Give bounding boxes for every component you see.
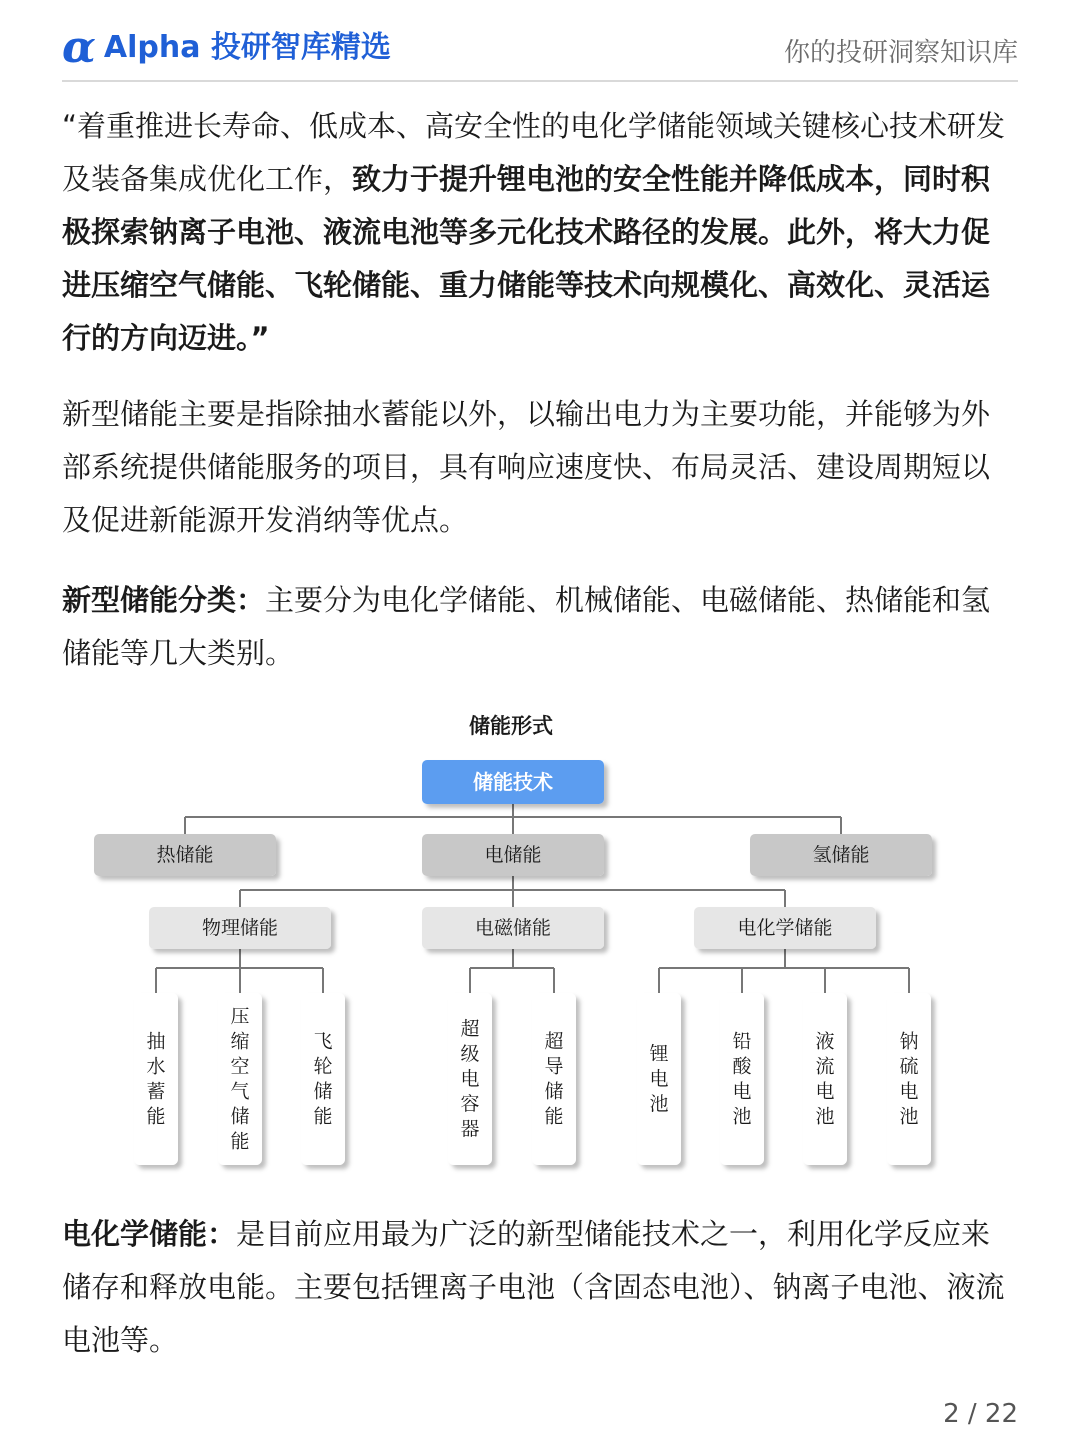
classification-text: 主要分为电化学储能、机械储能、电磁储能、热储能和氢储能等几大类别。 — [62, 583, 991, 670]
leaf-node — [134, 993, 178, 1165]
leaf-node — [720, 993, 764, 1165]
electrochemical-paragraph — [62, 1208, 1018, 1367]
storage-tree-diagram — [0, 700, 1080, 1180]
quote-bold-text: 致力于提升锂电池的安全性能并降低成本，同时积极探索钠离子电池、液流电池等多元化技术路径的发展。此外，将大力促进压缩空气储能、飞轮储能、重力储能等技术向规模化、高效化、灵活运行的方向迈进。” — [62, 162, 991, 355]
electrochemical-text: 是目前应用最为广泛的新型储能技术之一，利用化学反应来储存和释放电能。主要包括锂离子电池（含固态电池）、钠离子电池、液流电池等。 — [62, 1217, 1005, 1357]
leaf-node-label: 超导储能 — [544, 1030, 564, 1128]
level1-node-label: 氢储能 — [812, 844, 870, 866]
leaf-node-label: 超级电容器 — [460, 1018, 480, 1140]
level1-node-label: 热储能 — [156, 844, 214, 866]
diagram-title: 储能形式 — [469, 714, 553, 738]
quote-normal-text: “着重推进长寿命、低成本、高安全性的电化学储能领域关键核心技术研发及装备集成优化工作， — [62, 109, 1006, 196]
leaf-node-label: 压缩空气储能 — [230, 1005, 250, 1153]
brand — [62, 22, 391, 73]
intro-paragraph: 新型储能主要是指除抽水蓄能以外，以输出电力为主要功能，并能够为外部系统提供储能服务的项目，具有响应速度快、布局灵活、建设周期短以及促进新能源开发消纳等优点。 — [62, 397, 991, 537]
level1-node-label: 电储能 — [484, 844, 542, 866]
level2-node-label: 物理储能 — [201, 917, 279, 939]
level2-node-label: 电化学储能 — [737, 917, 833, 939]
leaf-node — [887, 993, 931, 1165]
classification-label: 新型储能分类： — [62, 583, 266, 617]
leaf-node-label: 飞轮储能 — [313, 1030, 333, 1128]
leaf-node-label: 钠硫电池 — [899, 1030, 919, 1128]
quote-paragraph — [62, 100, 1018, 365]
leaf-node-label: 锂电池 — [649, 1043, 669, 1115]
leaf-node-label: 抽水蓄能 — [146, 1030, 166, 1128]
tagline: 你的投研洞察知识库 — [783, 38, 1018, 68]
leaf-node-label: 铅酸电池 — [732, 1030, 752, 1128]
electrochemical-label: 电化学储能： — [62, 1217, 237, 1251]
leaf-node — [803, 993, 847, 1165]
classification-paragraph — [62, 574, 1018, 680]
alpha-logo-icon: α — [62, 22, 96, 73]
leaf-node — [532, 993, 576, 1165]
level2-node-label: 电磁储能 — [474, 917, 552, 939]
page-number: 2 / 22 — [943, 1399, 1018, 1429]
root-node-label: 储能技术 — [473, 770, 553, 794]
header — [62, 22, 1018, 82]
brand-name: Alpha 投研智库精选 — [103, 30, 391, 65]
leaf-node — [301, 993, 345, 1165]
leaf-node-label: 液流电池 — [815, 1030, 835, 1128]
